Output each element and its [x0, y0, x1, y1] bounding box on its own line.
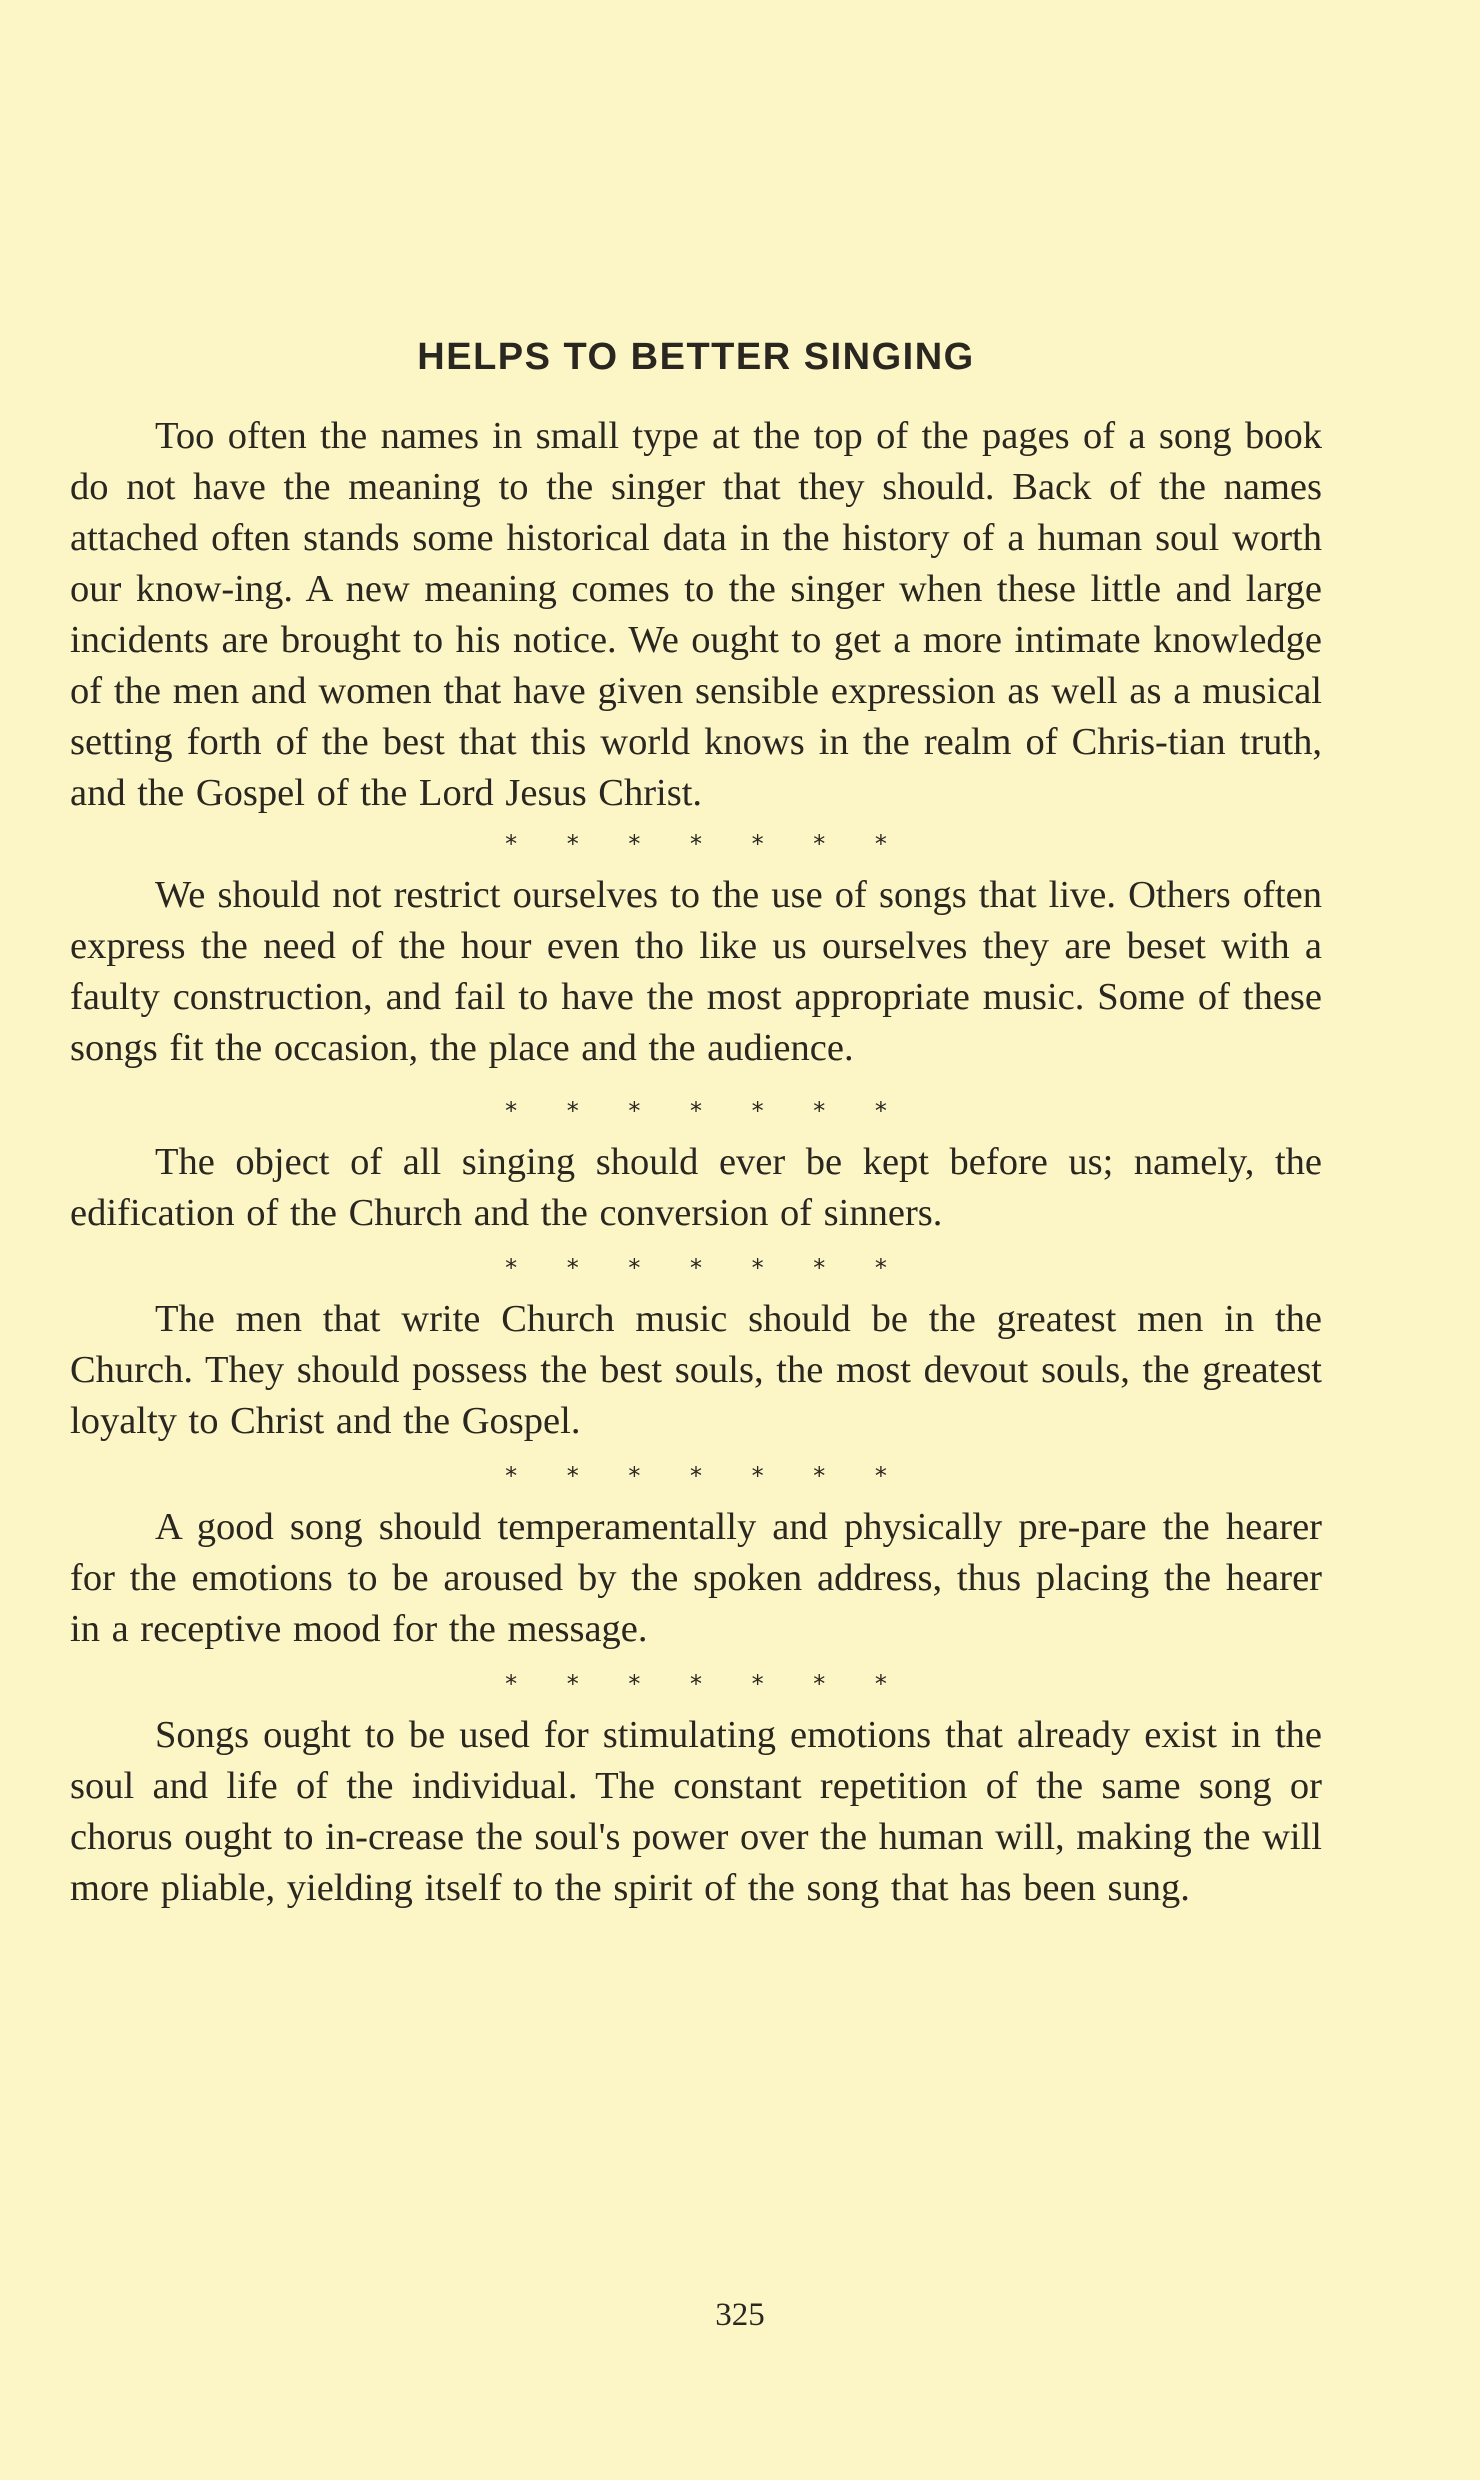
page-number: 325	[715, 2297, 765, 2333]
paragraph-4: The men that write Church music should be the greatest men in the Church. They should possess the best souls, the most devout souls, the greatest loyalty to Christ and the Gospel.	[70, 1298, 1322, 1442]
asterism-separator-4: * * * * * * *	[505, 1462, 908, 1490]
paragraph-3: The object of all singing should ever be kept before us; namely, the edification of the Church and the conversion of sinners.	[70, 1141, 1322, 1234]
page-title: HELPS TO BETTER SINGING	[417, 336, 975, 378]
paragraph-2: We should not restrict ourselves to the use of songs that live. Others often express the need of the hour even tho like us ourselves they are beset with a faulty construction, and fail to have the most appropriate music. Some of these songs fit the occasion, the place and the audience.	[70, 874, 1322, 1069]
asterism-separator-2: * * * * * * *	[505, 1097, 908, 1125]
paragraph-6: Songs ought to be used for stimulating emotions that already exist in the soul and life of the individual. The constant repetition of the same song or chorus ought to in-crease the soul's power over the human will, making the will more pliable, yielding itself to the spirit of the song that has been sung.	[70, 1714, 1322, 1909]
asterism-separator-1: * * * * * * *	[505, 830, 908, 858]
text-column	[70, 325, 1322, 1914]
paragraph-1: Too often the names in small type at the top of the pages of a song book do not have the meaning to the singer that they should. Back of the names attached often stands some historical data in the history of a human soul worth our know-ing. A new meaning comes to the singer when these little and large incidents are brought to his notice. We ought to get a more intimate knowledge of the men and women that have given sensible expression as well as a musical setting forth of the best that this world knows in the realm of Chris-tian truth, and the Gospel of the Lord Jesus Christ.	[70, 415, 1322, 814]
asterism-separator-5: * * * * * * *	[505, 1670, 908, 1698]
paragraph-5: A good song should temperamentally and physically pre-pare the hearer for the emotions to be aroused by the spoken address, thus placing the hearer in a receptive mood for the message.	[70, 1506, 1322, 1650]
asterism-separator-3: * * * * * * *	[505, 1254, 908, 1282]
